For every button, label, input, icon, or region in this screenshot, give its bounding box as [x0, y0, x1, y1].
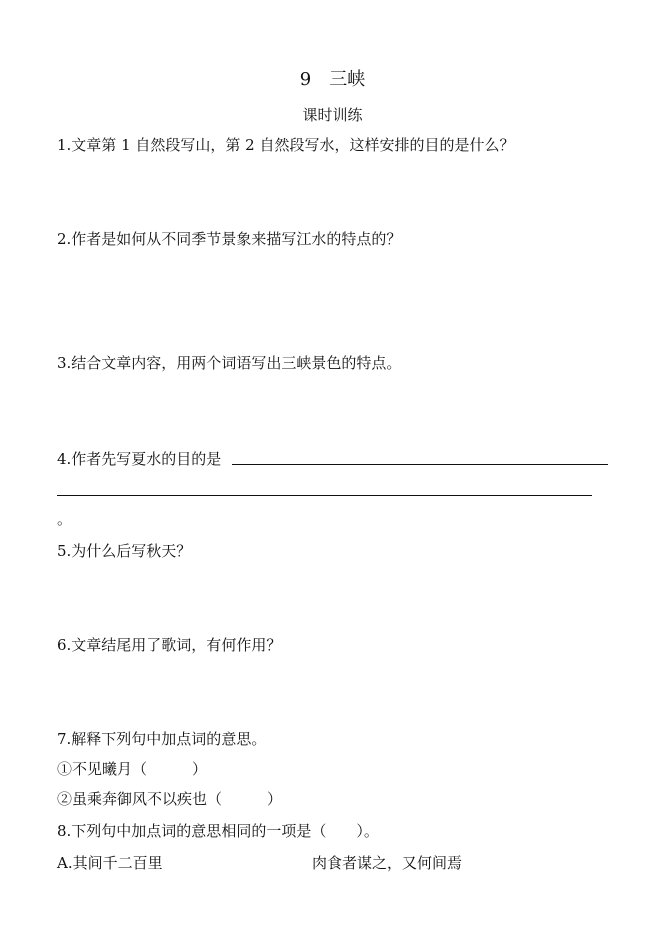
question-4-end: 。	[57, 510, 73, 528]
answer-line-2[interactable]	[57, 495, 592, 496]
question-8-option-a: A.其间千二百里	[57, 854, 163, 872]
page-title: 9 三峡	[299, 69, 366, 90]
question-7-item-2: ②虽乘奔御风不以疾也（ ）	[57, 790, 283, 808]
question-5: 5.为什么后写秋天？	[57, 542, 192, 560]
question-6: 6.文章结尾用了歌词，有何作用？	[57, 636, 282, 654]
page-subtitle: 课时训练	[302, 106, 363, 124]
question-8: 8.下列句中加点词的意思相同的一项是（ ）。	[57, 822, 379, 840]
question-7: 7.解释下列句中加点词的意思。	[57, 730, 267, 748]
question-8-option-a-compare: 肉食者谋之，又何间焉	[312, 854, 463, 872]
question-4: 4.作者先写夏水的目的是	[57, 450, 222, 468]
question-3: 3.结合文章内容，用两个词语写出三峡景色的特点。	[57, 354, 402, 372]
question-1: 1.文章第 1 自然段写山，第 2 自然段写水，这样安排的目的是什么？	[57, 136, 515, 154]
question-7-item-1: ①不见曦月（ ）	[57, 760, 208, 778]
answer-line-1[interactable]	[232, 464, 608, 465]
question-2: 2.作者是如何从不同季节景象来描写江水的特点的？	[57, 230, 402, 248]
